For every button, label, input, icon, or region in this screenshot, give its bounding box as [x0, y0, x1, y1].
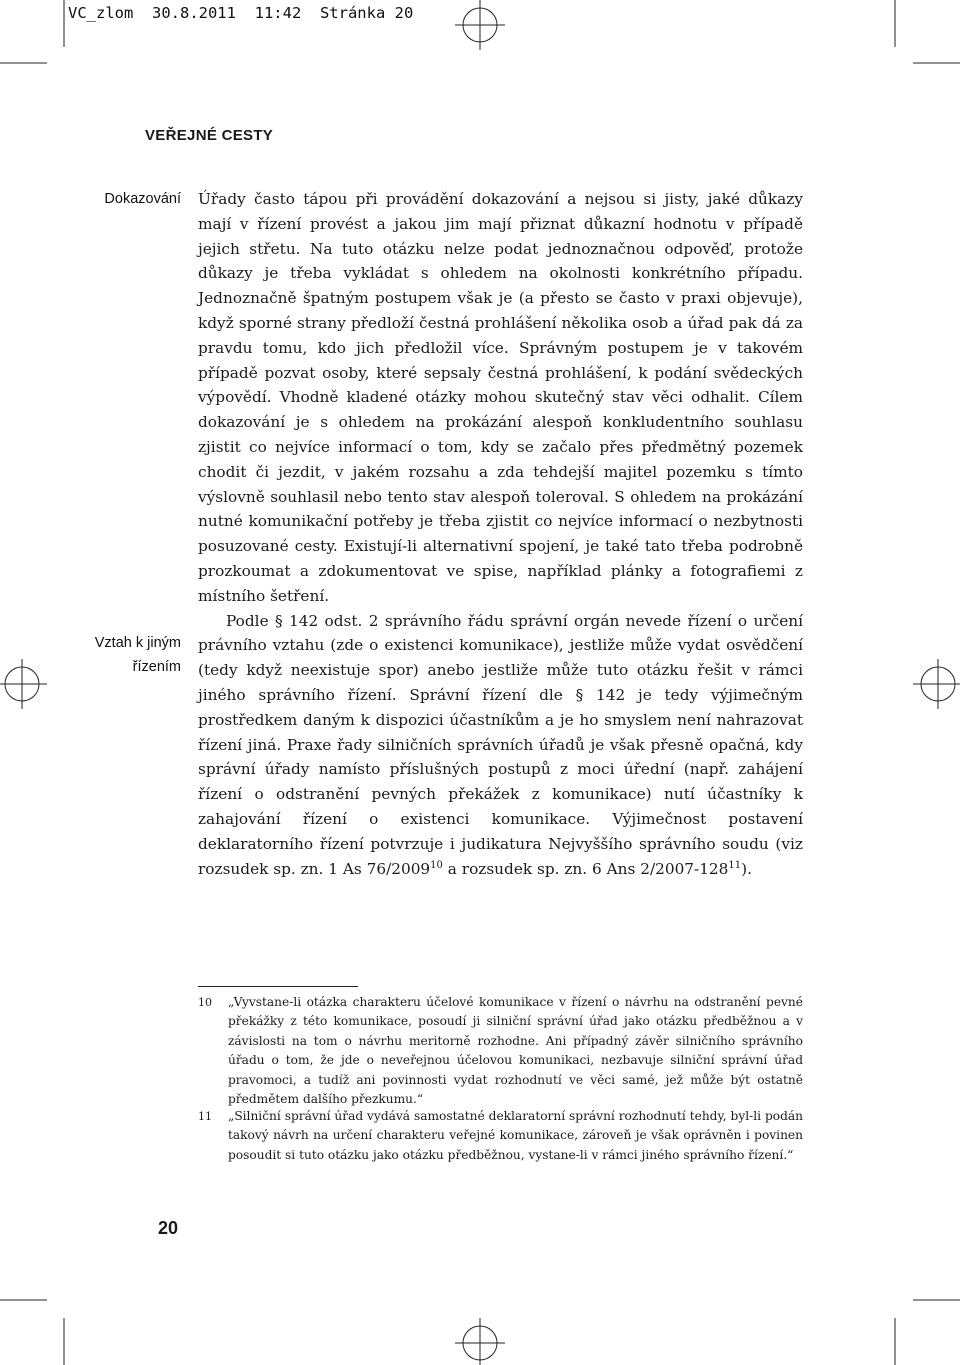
footnote-text: „Vyvstane-li otázka charakteru účelové komunikace v řízení o návrhu na odstranění pevné překážky z této komunikace, posoudí ji silniční správní úřad jako otázku předběžnou a v závislosti na tom o návrhu meritorně rozhodne. Ani případný závěr silničního správního úřadu o tom, že jde o neveřejnou účelovou komunikaci, nezbavuje silniční správní úřad pravomoci, a tudíž ani povinnosti vydat rozhodnutí ve věci samé, jež může být ostatně předmětem dalšího přezkumu.“: [228, 995, 803, 1107]
registration-mark-bottom: [455, 1318, 505, 1365]
footnote-rule: [198, 986, 358, 987]
paragraph-vztah-end: ).: [741, 859, 752, 878]
paragraph-vztah-text: Podle § 142 odst. 2 správního řádu správní orgán nevede řízení o určení právního vztahu (zde o existenci komunikace), jestliže může vydat osvědčení (tedy když neexistuje spor) anebo jestliže může tuto otázku řešit v rámci jiného správního řízení. Správní řízení dle § 142 je tedy výjimečným prostředkem daným k dispozici účastníkům a je ho smyslem není nahrazovat řízení jiná. Praxe řady silničních správních úřadů je však přesně opačná, kdy správní úřady namísto příslušných postupů z moci úřední (např. zahájení řízení o odstranění pevných překážek z komunikace) nutí účastníky k zahajování řízení o existenci komunikace. Výjimečnost postavení deklaratorního řízení potvrzuje i judikatura Nejvyššího správního soudu (viz rozsudek sp. zn. 1 As 76/2009: [198, 611, 803, 878]
footnote-10: [198, 993, 803, 1109]
footnote-text: „Silniční správní úřad vydává samostatné deklaratorní správní rozhodnutí tehdy, byl-li podán takový návrh na určení charakteru veřejné komunikace, zároveň je však oprávněn i povinen posoudit si tuto otázku jako otázku předběžnou, vystane-li v rámci jiného správního řízení.“: [228, 1109, 803, 1162]
margin-note-vztah-line2: řízením: [132, 659, 181, 675]
body-text: [198, 187, 803, 881]
footnote-number: 10: [198, 996, 212, 1009]
registration-mark-right: [913, 659, 960, 709]
margin-note-vztah-line1: Vztah k jiným: [94, 635, 181, 651]
section-title: VEŘEJNÉ CESTY: [145, 127, 274, 144]
paragraph-vztah: [198, 609, 803, 882]
margin-note-dokazovani: Dokazování: [104, 191, 181, 207]
footnote-number: 11: [198, 1110, 212, 1123]
registration-mark-top: [455, 0, 505, 50]
print-slug: VC_zlom 30.8.2011 11:42 Stránka 20: [68, 4, 414, 22]
footnote-11: [198, 1107, 803, 1165]
page-number: 20: [158, 1218, 179, 1238]
footnote-ref-10: 10: [430, 859, 443, 871]
paragraph-vztah-mid: a rozsudek sp. zn. 6 Ans 2/2007-128: [442, 859, 729, 878]
paragraph-dokazovani: Úřady často tápou při provádění dokazování a nejsou si jisty, jaké důkazy mají v řízení provést a jakou jim mají přiznat důkazní hodnotu v případě jejich střetu. Na tuto otázku nelze podat jednoznačnou odpověď, protože důkazy je třeba vykládat s ohledem na okolnosti konkrétního případu. Jednoznačně špatným postupem však je (a přesto se často v praxi objevuje), když sporné strany předloží čestná prohlášení několika osob a úřad pak dá za pravdu tomu, kdo jich předložil více. Správným postupem je v takovém případě pozvat osoby, které sepsaly čestná prohlášení, k podání svědeckých výpovědí. Vhodně kladené otázky mohou skutečný stav věci odhalit. Cílem dokazování je s ohledem na prokázání alespoň konkludentního souhlasu zjistit co nejvíce informací o tom, kdy se začalo přes předmětný pozemek chodit či jezdit, v jakém rozsahu a zda tehdejší majitel pozemku s tímto výslovně souhlasil nebo tento stav alespoň toleroval. S ohledem na prokázání nutné komunikační potřeby je třeba zjistit co nejvíce informací o nezbytnosti posuzované cesty. Existují-li alternativní spojení, je také tato třeba podrobně prozkoumat a zdokumentovat ve spise, například plánky a fotografiemi z místního šetření.: [198, 190, 803, 605]
margin-note-vztah: [95, 631, 181, 679]
footnote-ref-11: 11: [728, 859, 742, 871]
registration-mark-left: [0, 659, 47, 709]
